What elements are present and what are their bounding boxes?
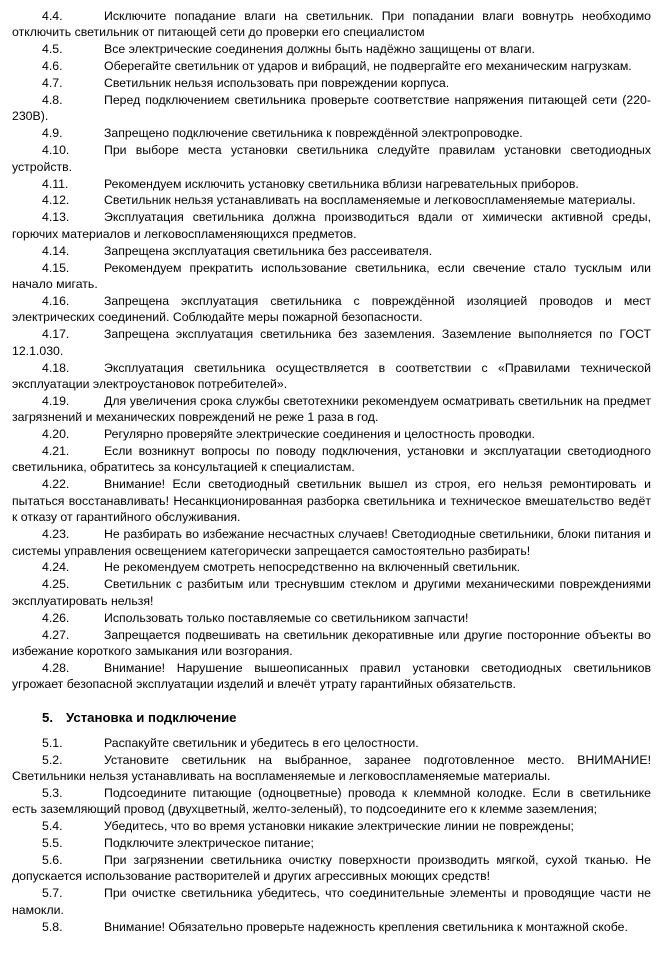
clause-item: [12, 752, 651, 785]
clause-item: [12, 576, 651, 609]
clause-text: Использовать только поставляемые со светильником запчасти!: [104, 610, 469, 625]
clause-list-4: [12, 8, 651, 693]
clause-number: 5.4.: [42, 819, 63, 834]
clause-text: Эксплуатация светильника должна производиться вдали от химически активной среды, горючих материалов и легковоспламеняющихся предметов.: [12, 210, 651, 241]
clause-item: [12, 192, 651, 208]
clause-item: [12, 852, 651, 885]
clause-number: 4.11.: [42, 176, 69, 191]
clause-text: Подсоедините питающие (одноцветные) провода к клеммной колодке. Если в светильнике есть заземляющий провод (двухцветный, желто-зеленый), то подсоедините его к клемме заземления;: [12, 785, 651, 817]
clause-text: Светильник с разбитым или треснувшим стеклом и другими механическими повреждениями эксплуатировать нельзя!: [12, 577, 651, 608]
clause-text: Убедитесь, что во время установки никакие электрические линии не повреждены;: [104, 819, 574, 834]
clause-item: [12, 835, 651, 851]
clause-list-5: [12, 735, 651, 935]
clause-item: [12, 660, 651, 693]
clause-number: 4.27.: [42, 627, 70, 642]
clause-number: 4.22.: [42, 477, 70, 492]
clause-text: При выборе места установки светильника следуйте правилам установки светодиодных устройств.: [12, 143, 651, 174]
clause-number: 4.16.: [42, 293, 70, 308]
clause-text: Рекомендуем прекратить использование светильника, если свечение стало тусклым или начало мигать.: [12, 260, 651, 291]
clause-number: 5.1.: [42, 735, 63, 750]
clause-number: 4.24.: [42, 560, 70, 575]
clause-text: При загрязнении светильника очистку поверхности производить мягкой, сухой тканью. Не допускается использование растворителей и других агрессивных моющих средств!: [12, 853, 651, 884]
clause-item: [12, 41, 651, 57]
clause-text: Светильник нельзя устанавливать на воспламеняемые и легковоспламеняемые материалы.: [104, 193, 636, 208]
clause-text: Распакуйте светильник и убедитесь в его целостности.: [104, 735, 419, 750]
clause-text: Регулярно проверяйте электрические соединения и целостность проводки.: [104, 427, 535, 442]
clause-number: 4.7.: [42, 76, 63, 91]
clause-item: [12, 559, 651, 575]
clause-text: Исключите попадание влаги на светильник. При попадании влаги вовнутрь необходимо отключить светильник от питающей сети до проверки его специалистом: [12, 9, 651, 40]
clause-number: 5.3.: [42, 785, 63, 800]
clause-item: [12, 209, 651, 242]
clause-number: 4.13.: [42, 210, 70, 225]
clause-number: 5.2.: [42, 752, 63, 767]
section-title: Установка и подключение: [66, 709, 237, 725]
clause-number: 4.26.: [42, 610, 70, 625]
clause-number: 4.25.: [42, 577, 70, 592]
clause-item: [12, 426, 651, 442]
clause-text: Внимание! Нарушение вышеописанных правил установки светодиодных светильников угрожает безопасной эксплуатации изделий и влечёт утрату гарантийных обязательств.: [12, 660, 651, 692]
clause-text: Светильник нельзя использовать при повреждении корпуса.: [104, 76, 450, 91]
clause-number: 4.18.: [42, 360, 70, 375]
clause-text: Запрещена эксплуатация светильника без заземления. Заземление выполняется по ГОСТ 12.1.030.: [12, 327, 651, 358]
clause-number: 4.4.: [42, 9, 63, 23]
clause-text: Установите светильник на выбранное, заранее подготовленное место. ВНИМАНИЕ! Светильники нельзя устанавливать на воспламеняемые и легковоспламеняемые материалы.: [12, 752, 651, 783]
section-heading-installation: [42, 710, 651, 726]
clause-text: Запрещается подвешивать на светильник декоративные или другие посторонние объекты во избежание короткого замыкания или возгорания.: [12, 627, 651, 658]
clause-text: Все электрические соединения должны быть надёжно защищены от влаги.: [104, 42, 535, 57]
clause-number: 4.19.: [42, 393, 70, 408]
clause-text: Запрещена эксплуатация светильника с повреждённой изоляцией проводов и мест электрических соединений. Соблюдайте меры пожарной безопасности.: [12, 293, 651, 325]
clause-item: [12, 360, 651, 393]
clause-item: [12, 142, 651, 175]
clause-number: 4.9.: [42, 126, 63, 141]
clause-item: [12, 885, 651, 918]
clause-text: Запрещена эксплуатация светильника без рассеивателя.: [104, 243, 433, 258]
clause-item: [12, 125, 651, 141]
clause-text: Если возникнут вопросы по поводу подключения, установки и эксплуатации светодиодного светильника, обратитесь за консультацией к специалистам.: [12, 444, 651, 475]
clause-item: [12, 610, 651, 626]
clause-number: 4.20.: [42, 427, 70, 442]
clause-number: 4.6.: [42, 59, 63, 74]
clause-item: [12, 260, 651, 293]
clause-number: 4.21.: [42, 444, 70, 459]
clause-number: 4.12.: [42, 193, 70, 208]
clause-item: [12, 443, 651, 476]
clause-text: Подключите электрическое питание;: [104, 836, 314, 851]
clause-number: 4.5.: [42, 42, 63, 57]
clause-text: При очистке светильника убедитесь, что соединительные элементы и проводящие части не намокли.: [12, 886, 651, 917]
clause-number: 4.28.: [42, 660, 70, 675]
clause-number: 4.14.: [42, 243, 70, 258]
clause-item: [12, 735, 651, 751]
clause-item: [12, 526, 651, 559]
clause-item: [12, 393, 651, 426]
clause-number: 4.23.: [42, 527, 70, 542]
clause-item: [12, 58, 651, 74]
clause-text: Для увеличения срока службы светотехники рекомендуем осматривать светильник на предмет загрязнений и механических повреждений не реже 1 раза в год.: [12, 393, 651, 425]
clause-item: [12, 293, 651, 326]
clause-number: 5.6.: [42, 853, 63, 867]
clause-item: [12, 92, 651, 125]
clause-text: Эксплуатация светильника осуществляется в соответствии с «Правилами технической эксплуатации электроустановок потребителей».: [12, 360, 651, 391]
clause-item: [12, 785, 651, 818]
clause-item: [12, 8, 651, 41]
clause-number: 5.8.: [42, 919, 63, 934]
clause-text: Внимание! Если светодиодный светильник вышел из строя, его нельзя ремонтировать и пытаться восстанавливать! Несанкционированная разборка светильника и техническое вмешательство ведёт к отказу от гарантийного обслуживания.: [12, 477, 651, 525]
clause-item: [12, 326, 651, 359]
clause-item: [12, 243, 651, 259]
clause-number: 4.8.: [42, 93, 63, 108]
clause-item: [12, 818, 651, 834]
clause-text: Рекомендуем исключить установку светильника вблизи нагревательных приборов.: [104, 176, 579, 191]
clause-text: Запрещено подключение светильника к повреждённой электропроводке.: [104, 126, 523, 141]
clause-text: Не рекомендуем смотреть непосредственно на включенный светильник.: [104, 560, 521, 575]
clause-item: [12, 627, 651, 660]
clause-text: Оберегайте светильник от ударов и вибраций, не подвергайте его механическим нагрузкам.: [104, 59, 632, 74]
clause-text: Перед подключением светильника проверьте соответствие напряжения питающей сети (220-230В).: [12, 93, 651, 124]
clause-number: 4.10.: [42, 143, 70, 158]
clause-item: [12, 75, 651, 91]
clause-text: Не разбирать во избежание несчастных случаев! Светодиодные светильники, блоки питания и системы управления освещением категорически запрещается самостоятельно разбирать!: [12, 527, 651, 558]
section-number: 5.: [42, 709, 53, 725]
clause-number: 4.15.: [42, 260, 70, 275]
clause-item: [12, 476, 651, 525]
clause-item: [12, 176, 651, 192]
clause-number: 4.17.: [42, 327, 70, 342]
clause-number: 5.5.: [42, 836, 63, 851]
clause-number: 5.7.: [42, 886, 63, 901]
clause-text: Внимание! Обязательно проверьте надежность крепления светильника к монтажной скобе.: [104, 919, 628, 934]
clause-item: [12, 919, 651, 935]
